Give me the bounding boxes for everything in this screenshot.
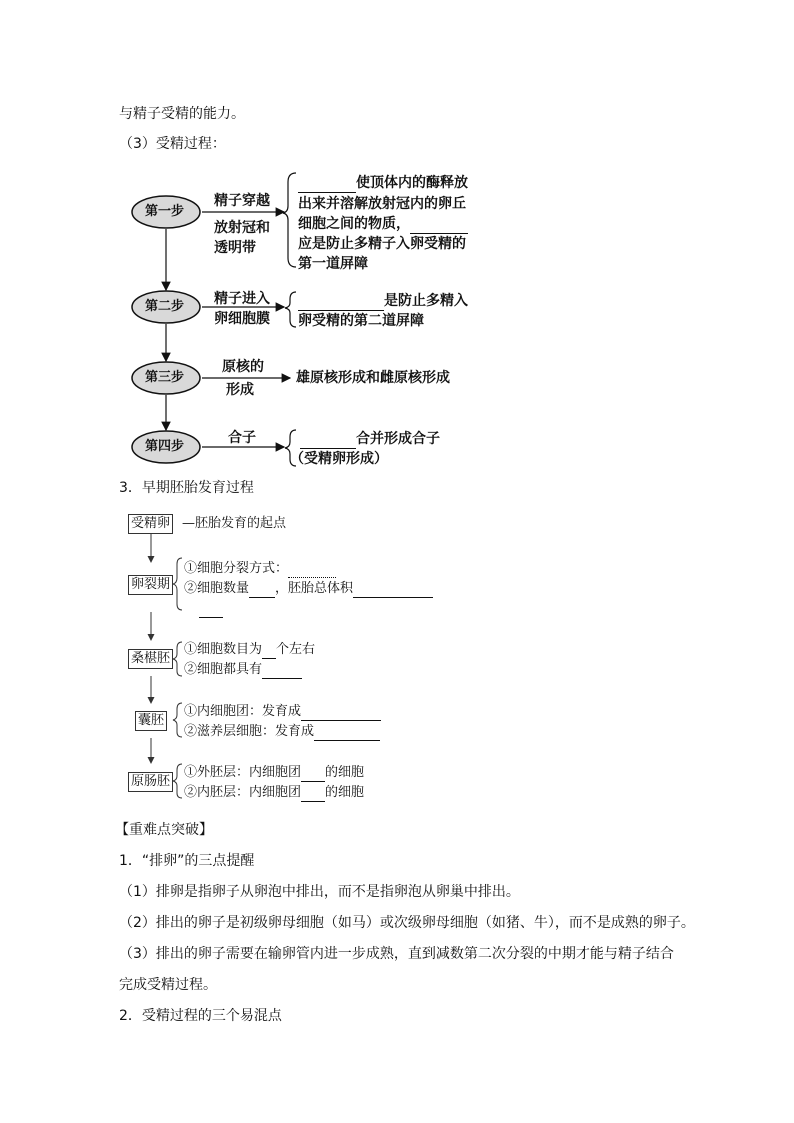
box-blastocyst: 囊胚 [135,711,167,731]
ovulation-point-3-cont: 完成受精过程。 [119,977,217,993]
step1-action-1: 精子穿越 [214,193,270,209]
box-gastrula: 原肠胚 [128,772,173,792]
step4-desc-1: 合并形成合子 [300,429,440,449]
cleavage-line-2: ②细胞数量 ，胚胎总体积 [184,580,433,598]
step3-action-2: 形成 [226,382,254,398]
blank [410,219,468,234]
key-heading: 【重难点突破】 [115,822,213,838]
step1-desc-1: 使顶体内的酶释放 [298,173,468,193]
step2-desc-2: 卵受精的第二道屏障 [298,313,424,329]
blank [353,583,433,598]
step1-desc-4: 应是防止多精子入卵受精的 [298,236,466,252]
blank [300,434,356,449]
blank [298,296,384,311]
ovulation-point-2: （2）排出的卵子是初级卵母细胞（如马）或次级卵母细胞（如猪、牛），而不是成熟的卵子。 [119,915,695,931]
step1-desc-5: 第一道屏障 [298,256,368,272]
step4-action-1: 合子 [228,430,256,446]
blank [199,603,223,618]
box-fertilized: 受精卵 [128,514,173,534]
step1-desc-2: 出来并溶解放射冠内的卵丘 [298,196,466,212]
blastocyst-line-2: ②滋养层细胞：发育成 [184,723,380,741]
fert-heading: （3）受精过程： [119,136,226,152]
step3-label: 第三步 [145,370,185,385]
step4-desc-2: （受精卵形成） [290,451,388,467]
ovulation-title: 1．“排卵”的三点提醒 [119,853,255,869]
brace-step1 [283,173,296,267]
step1-label: 第一步 [145,204,185,219]
cleavage-line-3 [199,600,223,618]
intro-line: 与精子受精的能力。 [119,106,245,122]
step2-desc-1: 是防止多精入 [298,291,468,311]
blank [301,706,381,721]
blank [298,178,356,193]
morula-line-2: ②细胞都具有 [184,661,302,679]
step3-desc-1: 雄原核形成和雌原核形成 [296,370,450,386]
box-cleavage: 卵裂期 [128,575,173,595]
step3-action-1: 原核的 [222,359,264,375]
ovulation-point-1: （1）排卵是指卵子从卵泡中排出，而不是指卵泡从卵巢中排出。 [119,884,520,900]
step2-action-2: 卵细胞膜 [214,311,270,327]
blastocyst-line-1: ①内细胞团：发育成 [184,703,381,721]
blank [314,726,380,741]
blank [301,767,325,782]
step2-label: 第二步 [145,299,185,314]
step1-desc-3: 细胞之间的物质， [298,214,468,234]
embryo-heading: 3．早期胚胎发育过程 [119,480,254,496]
fertilized-note: —胚胎发育的起点 [182,516,287,531]
ovulation-point-3: （3）排出的卵子需要在输卵管内进一步成熟，直到减数第二次分裂的中期才能与精子结合 [119,946,674,962]
step4-label: 第四步 [145,439,185,454]
cleavage-line-1: ①细胞分裂方式： [184,560,336,578]
step1-action-3: 透明带 [214,240,256,256]
step2-action-1: 精子进入 [214,291,270,307]
blank [262,644,276,659]
morula-line-1: ①细胞数目为 个左右 [184,642,316,657]
step1-action-2: 放射冠和 [214,220,270,236]
blank [301,787,325,802]
box-morula: 桑椹胚 [128,649,173,669]
confusion-title: 2．受精过程的三个易混点 [119,1008,282,1024]
blank [288,563,336,578]
gastrula-line-2: ②内胚层：内细胞团 的细胞 [184,785,365,800]
gastrula-line-1: ①外胚层：内细胞团 的细胞 [184,765,365,780]
blank [249,583,275,598]
brace-step2 [285,292,296,327]
blank [262,664,302,679]
